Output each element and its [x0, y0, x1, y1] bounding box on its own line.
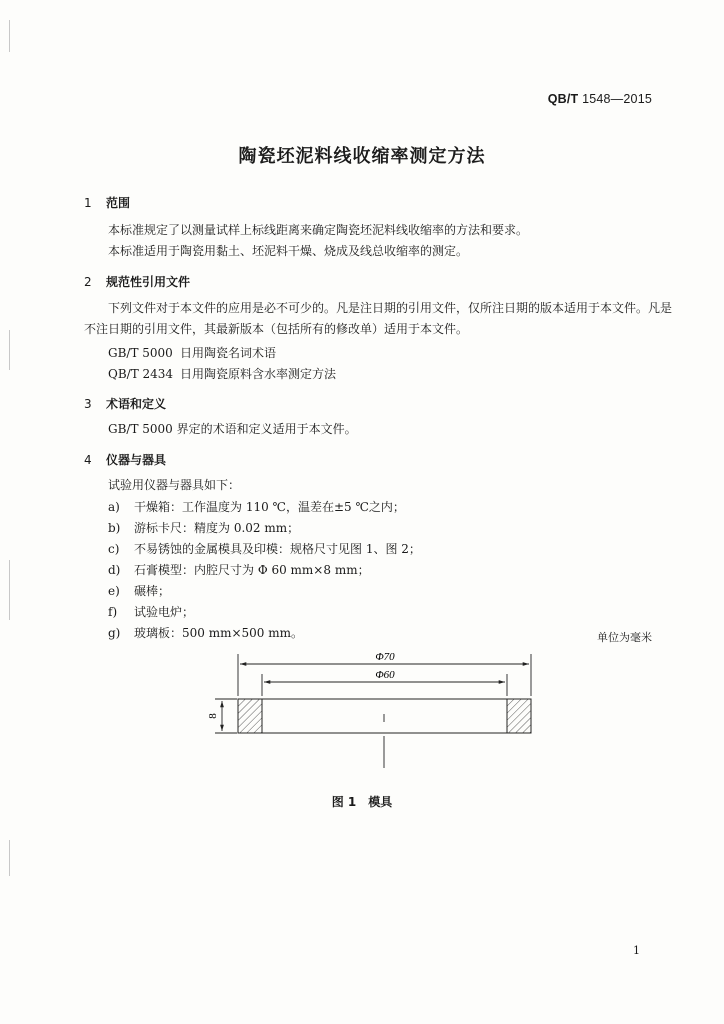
apparatus-item: [108, 624, 303, 641]
document-title: 陶瓷坯泥料线收缩率测定方法: [238, 146, 486, 167]
normative-ref: [108, 344, 276, 361]
item-text: 干燥箱：工作温度为 110 ℃，温差在±5 ℃之内；: [134, 500, 405, 514]
inner-diameter-label: Φ60: [375, 669, 395, 681]
item-label: e): [108, 584, 120, 598]
mold-drawing: [0, 640, 724, 790]
item-text: 游标卡尺：精度为 0.02 mm；: [134, 521, 300, 535]
scan-artifact: [9, 20, 10, 52]
height-label: 8: [207, 713, 219, 719]
item-label: g): [108, 626, 121, 640]
scan-artifact: [9, 840, 10, 876]
ref-title: 日用陶瓷原料含水率测定方法: [180, 367, 337, 381]
section-number: 4: [84, 453, 92, 467]
ref-title: 日用陶瓷名词术语: [180, 346, 277, 360]
normative-ref: [108, 365, 336, 382]
figure-caption: 图 1 模具: [331, 795, 393, 809]
item-label: d): [108, 563, 121, 577]
apparatus-intro: 试验用仪器与器具如下：: [108, 478, 241, 492]
item-label: c): [108, 542, 120, 556]
terms-paragraph: GB/T 5000 界定的术语和定义适用于本文件。: [108, 422, 357, 436]
page-number: 1: [633, 944, 640, 957]
standard-code-number: 1548—2015: [582, 92, 652, 106]
apparatus-item: [108, 519, 299, 536]
section-title: 仪器与器具: [106, 453, 167, 467]
item-label: f): [108, 605, 118, 619]
section-title: 术语和定义: [106, 397, 167, 411]
section-heading-terms: [84, 395, 166, 412]
apparatus-item: [108, 540, 421, 557]
section-heading-apparatus: [84, 451, 166, 468]
item-label: b): [108, 521, 121, 535]
item-text: 试验电炉；: [134, 605, 195, 619]
mold-wall-left: [238, 699, 262, 733]
normative-intro: 下列文件对于本文件的应用是必不可少的。凡是注日期的引用文件，仅所注日期的版本适用于本文件。凡是不注日期的引用文件，其最新版本（包括所有的修改单）适用于本文件。: [84, 301, 673, 336]
apparatus-item: [108, 582, 170, 599]
mold-wall-right: [507, 699, 531, 733]
item-text: 碾棒；: [134, 584, 171, 598]
standard-code: [548, 92, 652, 106]
scope-paragraph-2: 本标准适用于陶瓷用黏土、坯泥料干燥、烧成及线总收缩率的测定。: [108, 244, 469, 258]
item-text: 不易锈蚀的金属模具及印模：规格尺寸见图 1、图 2；: [134, 542, 421, 556]
section-heading-scope: [84, 194, 130, 211]
apparatus-item: [108, 498, 405, 515]
apparatus-item: [108, 603, 194, 620]
apparatus-item: [108, 561, 370, 578]
section-number: 3: [84, 397, 92, 411]
section-number: 1: [84, 196, 92, 210]
scope-paragraph-1: 本标准规定了以测量试样上标线距离来确定陶瓷坯泥料线收缩率的方法和要求。: [108, 223, 529, 237]
section-title: 范围: [106, 196, 131, 210]
section-heading-normative: [84, 273, 190, 290]
scan-artifact: [9, 560, 10, 620]
ref-code: GB/T 5000: [108, 346, 173, 360]
section-title: 规范性引用文件: [106, 275, 191, 289]
item-text: 石膏模型：内腔尺寸为 Φ 60 mm×8 mm；: [134, 563, 370, 577]
outer-diameter-label: Φ70: [375, 651, 395, 663]
unit-note: 单位为毫米: [597, 631, 652, 644]
ref-code: QB/T 2434: [108, 367, 174, 381]
standard-code-prefix: QB/T: [547, 92, 579, 106]
scan-artifact: [9, 330, 10, 370]
item-label: a): [108, 500, 120, 514]
section-number: 2: [84, 275, 92, 289]
item-text: 玻璃板：500 mm×500 mm。: [134, 626, 304, 640]
